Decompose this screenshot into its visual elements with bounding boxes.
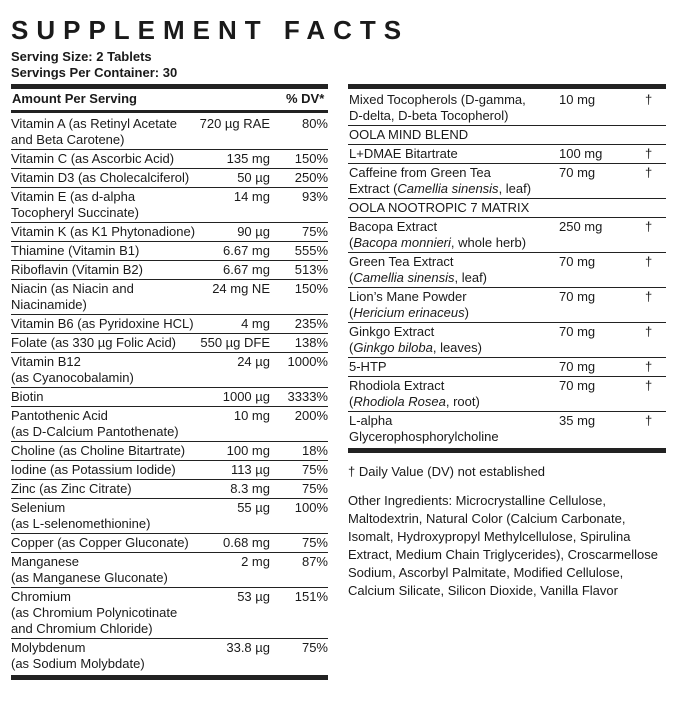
ingredient-name-line [349, 219, 526, 235]
row-divider [11, 675, 328, 680]
nutrient-amount: 4 mg [241, 316, 270, 331]
nutrient-dv: 75% [301, 481, 328, 496]
nutrient-name [11, 151, 174, 167]
ingredient-amount: 10 mg [559, 92, 596, 107]
nutrient-dv: 151% [294, 589, 328, 604]
nutrient-name [11, 281, 134, 313]
nutrient-row [11, 116, 328, 151]
ingredient-name-line [349, 429, 499, 445]
dagger-mark: † [645, 92, 653, 107]
nutrient-name-line: Vitamin D3 (as Cholecalciferol) [11, 170, 190, 185]
dv-header: % DV* [286, 91, 325, 106]
page-title: SUPPLEMENT FACTS [11, 15, 410, 45]
botanical-part: , leaf) [454, 270, 488, 285]
nutrient-dv: 250% [294, 170, 328, 185]
ingredient-row [349, 324, 666, 359]
row-divider [348, 217, 666, 218]
botanical-name: Camellia sinensis [397, 181, 499, 196]
ingredient-name-text: 5-HTP [349, 359, 387, 374]
nutrient-dv: 87% [301, 554, 328, 569]
ingredient-name-text: Extract ( [349, 181, 398, 196]
nutrient-name-line: (as Manganese Gluconate) [11, 570, 168, 585]
dagger-mark: † [645, 359, 653, 374]
other-ingredients-line: Extract, Medium Chain Triglycerides), Croscarmellose [348, 547, 658, 562]
nutrient-row [11, 281, 328, 316]
nutrient-name [11, 640, 145, 672]
nutrient-name-line: Selenium [11, 500, 66, 515]
row-divider [11, 149, 328, 150]
nutrient-amount: 55 µg [237, 500, 270, 515]
nutrient-name-line: Thiamine (Vitamin B1) [11, 243, 140, 258]
other-ingredients-line: Isomalt, Hydroxypropyl Methylcellulose, Spirulina [348, 529, 631, 544]
nutrient-amount: 6.67 mg [223, 243, 270, 258]
ingredient-name [349, 92, 526, 124]
nutrient-name-line: Choline (as Choline Bitartrate) [11, 443, 186, 458]
ingredient-name-line [349, 378, 480, 394]
dv-footnote: † Daily Value (DV) not established [348, 464, 546, 479]
left-top-thick-rule [11, 84, 328, 89]
nutrient-row [11, 554, 328, 589]
nutrient-amount: 720 µg RAE [199, 116, 270, 131]
ingredient-row [349, 413, 666, 448]
nutrient-dv: 75% [301, 535, 328, 550]
row-divider [11, 260, 328, 261]
dagger-mark: † [645, 324, 653, 339]
ingredient-name [349, 378, 480, 410]
row-divider [11, 314, 328, 315]
nutrient-dv: 93% [301, 189, 328, 204]
botanical-name: Camellia sinensis [353, 270, 455, 285]
nutrient-dv: 200% [294, 408, 328, 423]
ingredient-name-text: Green Tea Extract [349, 254, 454, 269]
ingredient-name-line [349, 289, 469, 305]
nutrient-name-line: Vitamin A (as Retinyl Acetate [11, 116, 177, 131]
nutrient-amount: 113 µg [230, 462, 270, 477]
ingredient-name-text: Lion’s Mane Powder [349, 289, 467, 304]
nutrient-name [11, 389, 44, 405]
nutrient-name [11, 408, 179, 440]
nutrient-amount: 100 mg [226, 443, 270, 458]
ingredient-name-line [349, 181, 531, 197]
serving-size: Serving Size: 2 Tablets [11, 49, 152, 64]
ingredient-row [349, 165, 666, 200]
row-divider [11, 441, 328, 442]
nutrient-name [11, 224, 195, 240]
ingredient-name-text: Ginkgo Extract [349, 324, 435, 339]
nutrient-name-line: Niacinamide) [11, 297, 87, 312]
dagger-mark: † [645, 146, 653, 161]
ingredient-name [349, 219, 526, 251]
row-divider [348, 163, 666, 164]
row-divider [11, 479, 328, 480]
nutrient-name-line: (as D-Calcium Pantothenate) [11, 424, 179, 439]
nutrient-dv: 235% [294, 316, 328, 331]
nutrient-name-line: (as L-selenomethionine) [11, 516, 151, 531]
nutrient-row [11, 408, 328, 443]
nutrient-row [11, 640, 328, 675]
botanical-part: , leaves) [432, 340, 482, 355]
nutrient-dv: 555% [294, 243, 328, 258]
ingredient-name-line [349, 165, 531, 181]
nutrient-name-line: Vitamin K (as K1 Phytonadione) [11, 224, 196, 239]
right-top-thick-rule [348, 84, 666, 89]
nutrient-name [11, 316, 194, 332]
row-divider [348, 357, 666, 358]
nutrient-name-line: Vitamin B6 (as Pyridoxine HCL) [11, 316, 194, 331]
nutrient-amount: 2 mg [241, 554, 270, 569]
ingredient-name-line [349, 108, 526, 124]
ingredient-amount: 250 mg [559, 219, 603, 234]
nutrient-amount: 135 mg [226, 151, 270, 166]
other-ingredients-line: Calcium Silicate, Silicon Dioxide, Vanilla Flavor [348, 583, 618, 598]
nutrient-name-line: (as Cyanocobalamin) [11, 370, 134, 385]
ingredient-amount: 70 mg [559, 378, 596, 393]
row-divider [11, 638, 328, 639]
botanical-name: Rhodiola Rosea [353, 394, 446, 409]
row-divider [11, 552, 328, 553]
ingredient-amount: 100 mg [559, 146, 603, 161]
ingredient-name-line [349, 92, 526, 108]
other-ingredients-line: Maltodextrin, Natural Color (Calcium Carbonate, [348, 511, 626, 526]
ingredient-row [349, 378, 666, 413]
botanical-name: Bacopa monnieri [353, 235, 451, 250]
nutrient-amount: 550 µg DFE [200, 335, 270, 350]
nutrient-amount: 14 mg [233, 189, 270, 204]
nutrient-name-line: (as Chromium Polynicotinate [11, 605, 178, 620]
nutrient-row [11, 189, 328, 224]
ingredient-name-text: Glycerophosphorylcholine [349, 429, 499, 444]
ingredient-name-line [349, 254, 487, 270]
nutrient-amount: 24 mg NE [212, 281, 270, 296]
ingredient-amount: 70 mg [559, 289, 596, 304]
nutrient-name [11, 554, 168, 586]
row-divider [11, 333, 328, 334]
nutrient-amount: 50 µg [237, 170, 270, 185]
nutrient-name [11, 243, 139, 259]
nutrient-row [11, 589, 328, 640]
nutrient-name [11, 262, 143, 278]
ingredient-name-line [349, 146, 458, 162]
row-divider [11, 168, 328, 169]
nutrient-name [11, 170, 189, 186]
botanical-part: , whole herb) [450, 235, 527, 250]
row-divider [348, 322, 666, 323]
ingredient-name-line [349, 394, 480, 410]
nutrient-dv: 18% [301, 443, 328, 458]
nutrient-dv: 1000% [287, 354, 328, 369]
row-divider [11, 498, 328, 499]
nutrient-name-line: Molybdenum [11, 640, 86, 655]
amount-per-serving-header: Amount Per Serving [12, 91, 137, 106]
nutrient-name-line: Folate (as 330 µg Folic Acid) [11, 335, 177, 350]
nutrient-name-line: Niacin (as Niacin and [11, 281, 134, 296]
servings-per-container: Servings Per Container: 30 [11, 65, 178, 80]
row-divider [11, 406, 328, 407]
blend-section-heading: OOLA NOOTROPIC 7 MATRIX [349, 200, 530, 215]
botanical-part: , root) [445, 394, 480, 409]
ingredient-name [349, 146, 458, 162]
botanical-part: ) [464, 305, 469, 320]
nutrient-dv: 3333% [287, 389, 328, 404]
row-divider [11, 187, 328, 188]
nutrient-name [11, 500, 150, 532]
other-ingredients-line: Other Ingredients: Microcrystalline Cellulose, [348, 493, 606, 508]
nutrient-dv: 138% [294, 335, 328, 350]
ingredient-row [349, 219, 666, 254]
nutrient-row [11, 500, 328, 535]
botanical-name: Hericium erinaceus [353, 305, 465, 320]
nutrient-name-line: Vitamin C (as Ascorbic Acid) [11, 151, 175, 166]
row-divider [11, 352, 328, 353]
nutrient-name-line: Biotin [11, 389, 44, 404]
nutrient-amount: 24 µg [237, 354, 270, 369]
left-header-rule [11, 110, 328, 113]
ingredient-name [349, 289, 469, 321]
ingredient-name-text: Caffeine from Green Tea [349, 165, 491, 180]
nutrient-amount: 6.67 mg [223, 262, 270, 277]
ingredient-name-line [349, 235, 526, 251]
ingredient-name-text: L+DMAE Bitartrate [349, 146, 458, 161]
row-divider [11, 587, 328, 588]
row-divider [348, 376, 666, 377]
nutrient-dv: 150% [294, 281, 328, 296]
row-divider [11, 279, 328, 280]
ingredient-row [349, 289, 666, 324]
row-divider [11, 533, 328, 534]
ingredient-amount: 70 mg [559, 165, 596, 180]
nutrient-amount: 53 µg [237, 589, 270, 604]
ingredient-name [349, 165, 531, 197]
nutrient-name [11, 589, 177, 637]
ingredient-name-text: L-alpha [349, 413, 393, 428]
nutrient-amount: 10 mg [233, 408, 270, 423]
ingredient-amount: 70 mg [559, 324, 596, 339]
nutrient-dv: 80% [301, 116, 328, 131]
ingredient-amount: 70 mg [559, 254, 596, 269]
nutrient-amount: 8.3 mg [230, 481, 270, 496]
nutrient-name-line: and Chromium Chloride) [11, 621, 153, 636]
ingredient-name-text: Rhodiola Extract [349, 378, 445, 393]
ingredient-name-text: ( [349, 340, 354, 355]
ingredient-name [349, 324, 482, 356]
row-divider [348, 198, 666, 199]
ingredient-name-line [349, 359, 387, 375]
ingredient-name-text: ( [349, 270, 354, 285]
row-divider [348, 144, 666, 145]
nutrient-name [11, 535, 189, 551]
row-divider [11, 387, 328, 388]
ingredient-name-text: Bacopa Extract [349, 219, 438, 234]
ingredient-name-line [349, 270, 487, 286]
nutrient-name-line: Copper (as Copper Gluconate) [11, 535, 189, 550]
ingredient-row [349, 92, 666, 127]
nutrient-amount: 1000 µg [222, 389, 270, 404]
nutrient-name [11, 462, 176, 478]
row-divider [348, 411, 666, 412]
nutrient-amount: 0.68 mg [223, 535, 270, 550]
ingredient-name [349, 413, 499, 445]
row-divider [348, 448, 666, 453]
nutrient-row [11, 354, 328, 389]
nutrient-name-line: Riboflavin (Vitamin B2) [11, 262, 143, 277]
nutrient-name [11, 116, 177, 148]
nutrient-dv: 150% [294, 151, 328, 166]
ingredient-name-line [349, 305, 469, 321]
nutrient-dv: 75% [301, 640, 328, 655]
dagger-mark: † [645, 378, 653, 393]
nutrient-name [11, 481, 132, 497]
row-divider [11, 222, 328, 223]
ingredient-name [349, 254, 487, 286]
row-divider [348, 252, 666, 253]
dagger-mark: † [645, 413, 653, 428]
blend-section-heading: OOLA MIND BLEND [349, 127, 469, 142]
ingredient-amount: 70 mg [559, 359, 596, 374]
botanical-name: Ginkgo biloba [353, 340, 433, 355]
nutrient-dv: 100% [294, 500, 328, 515]
ingredient-name-text: ( [349, 305, 354, 320]
dagger-mark: † [645, 289, 653, 304]
ingredient-amount: 35 mg [559, 413, 596, 428]
other-ingredients-line: Sodium, Ascorbyl Palmitate, Modified Cellulose, [348, 565, 624, 580]
nutrient-dv: 513% [294, 262, 328, 277]
nutrient-name-line: Tocopheryl Succinate) [11, 205, 139, 220]
nutrient-name [11, 443, 185, 459]
nutrient-name-line: Pantothenic Acid [11, 408, 108, 423]
nutrient-name-line: and Beta Carotene) [11, 132, 125, 147]
ingredient-name-line [349, 340, 482, 356]
nutrient-name-line: Manganese [11, 554, 79, 569]
botanical-part: , leaf) [498, 181, 532, 196]
dagger-mark: † [645, 165, 653, 180]
nutrient-name-line: Iodine (as Potassium Iodide) [11, 462, 176, 477]
ingredient-name-text: Mixed Tocopherols (D-gamma, [349, 92, 526, 107]
dagger-mark: † [645, 254, 653, 269]
nutrient-name-line: Chromium [11, 589, 71, 604]
nutrient-name-line: Zinc (as Zinc Citrate) [11, 481, 132, 496]
nutrient-name [11, 189, 139, 221]
ingredient-name-line [349, 413, 499, 429]
ingredient-name-text: ( [349, 394, 354, 409]
row-divider [11, 241, 328, 242]
ingredient-name [349, 359, 387, 375]
ingredient-name-text: D-delta, D-beta Tocopherol) [349, 108, 509, 123]
nutrient-dv: 75% [301, 224, 328, 239]
row-divider [348, 125, 666, 126]
ingredient-row [349, 254, 666, 289]
nutrient-amount: 33.8 µg [226, 640, 270, 655]
nutrient-name [11, 354, 134, 386]
ingredient-name-text: ( [349, 235, 354, 250]
nutrient-dv: 75% [301, 462, 328, 477]
nutrient-name-line: Vitamin B12 [11, 354, 81, 369]
nutrient-name [11, 335, 176, 351]
nutrient-name-line: (as Sodium Molybdate) [11, 656, 145, 671]
ingredient-name-line [349, 324, 482, 340]
nutrient-name-line: Vitamin E (as d-alpha [11, 189, 136, 204]
row-divider [348, 287, 666, 288]
row-divider [11, 460, 328, 461]
nutrient-amount: 90 µg [237, 224, 270, 239]
dagger-mark: † [645, 219, 653, 234]
